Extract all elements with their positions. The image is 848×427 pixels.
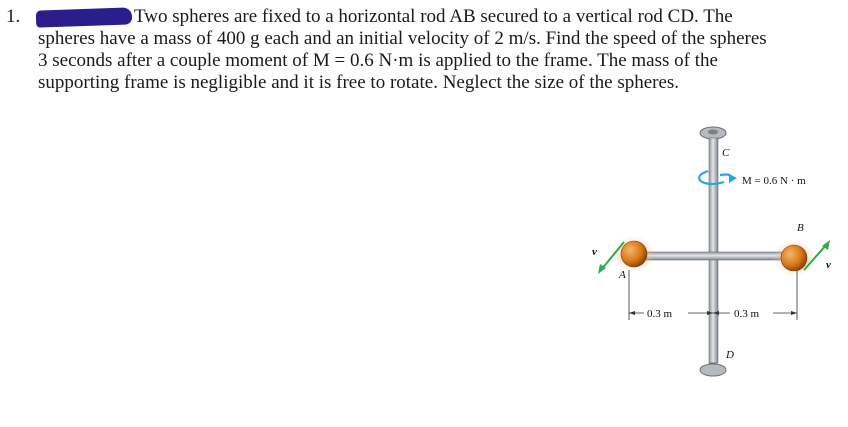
problem-number: 1. — [6, 6, 21, 27]
sphere-a — [621, 241, 647, 267]
frame-figure — [590, 120, 848, 390]
label-c: C — [722, 147, 730, 159]
problem-line-4: supporting frame is negligible and it is free to rotate. Neglect the size of the spheres. — [38, 72, 680, 93]
problem-line-1: Two spheres are fixed to a horizontal rod AB secured to a vertical rod CD. The — [134, 6, 733, 27]
label-a: A — [619, 269, 626, 281]
velocity-left-label: v — [592, 246, 597, 258]
dimension-right-label: 0.3 m — [734, 308, 760, 320]
horizontal-rod-ab — [634, 252, 794, 260]
dimension-left-label: 0.3 m — [647, 308, 673, 320]
moment-label: M = 0.6 N · m — [742, 175, 806, 187]
velocity-right-label: v — [826, 259, 831, 271]
problem-line-3: 3 seconds after a couple moment of M = 0.6 N·m is applied to the frame. The mass of the — [38, 50, 718, 71]
label-d: D — [726, 349, 734, 361]
problem-body — [38, 28, 767, 94]
redaction-mark — [36, 7, 133, 27]
label-b: B — [797, 222, 804, 234]
sphere-b — [781, 245, 807, 271]
vertical-rod-cd — [709, 138, 718, 363]
problem-line-2: spheres have a mass of 400 g each and an initial velocity of 2 m/s. Find the speed of the spheres — [38, 28, 767, 49]
